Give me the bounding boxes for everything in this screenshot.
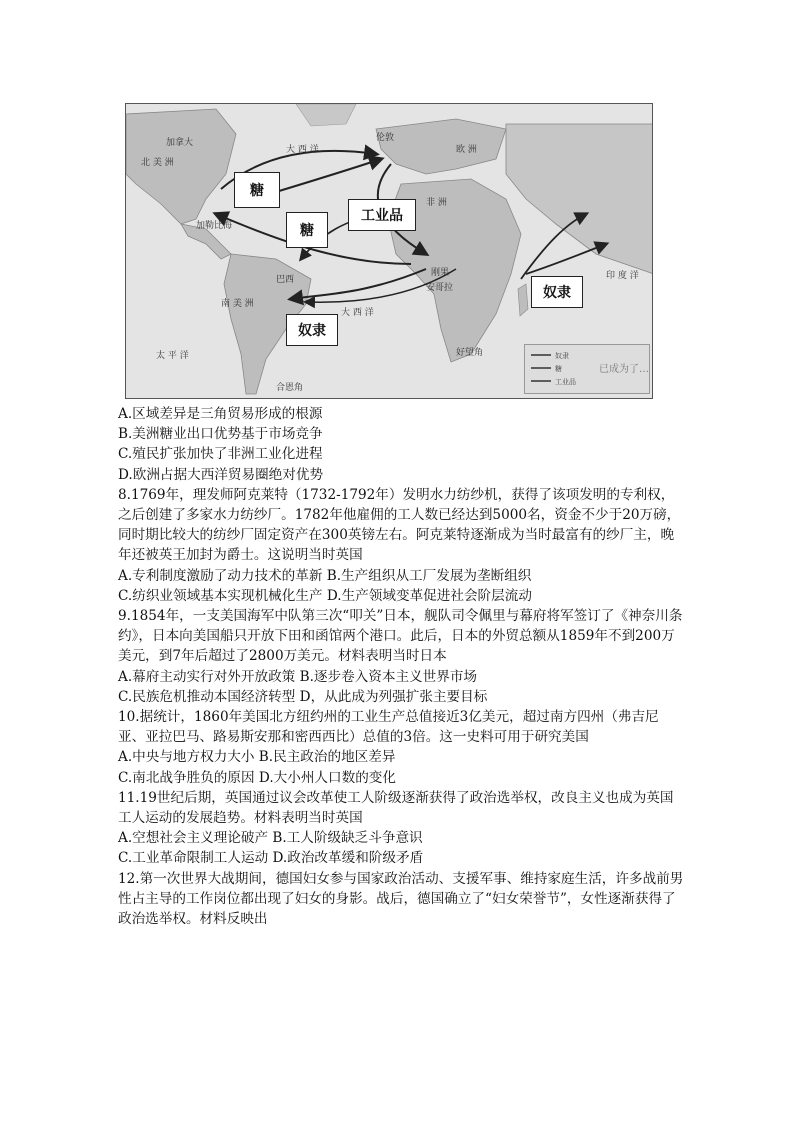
label-caribbean: 加勒比海 [196, 221, 233, 231]
q9-options-ab: A.幕府主动实行对外开放政策 B.逐步卷入资本主义世界市场 [118, 668, 478, 685]
q8-options-ab: A.专利制度激励了动力技术的革新 B.生产组织从工厂发展为垄断组织 [118, 567, 532, 584]
question-text [118, 404, 684, 929]
label-atlantic-south: 大 西 洋 [341, 308, 374, 318]
label-europe: 欧 洲 [456, 145, 477, 155]
legend-item-slaves: 奴隶 [555, 352, 569, 360]
legend-title: 已成为了… [599, 364, 649, 375]
label-angola: 安哥拉 [426, 283, 454, 293]
label-africa: 非 洲 [426, 198, 447, 208]
q11-options-ab: A.空想社会主义理论破产 B.工人阶级缺乏斗争意识 [118, 830, 423, 847]
q10-options-ab: A.中央与地方权力大小 B.民主政治的地区差异 [118, 749, 396, 766]
map-legend [524, 344, 650, 394]
label-pacific: 太 平 洋 [156, 351, 189, 361]
label-canada: 加拿大 [166, 138, 194, 148]
q7-option-b: B.美洲糖业出口优势基于市场竞争 [118, 426, 323, 443]
q8-options-cd: C.纺织业领域基本实现机械化生产 D.生产领域变革促进社会阶层流动 [118, 587, 532, 604]
label-indian-ocean: 印 度 洋 [606, 271, 639, 281]
q11-options-cd: C.工业革命限制工人运动 D.政治改革缓和阶级矛盾 [118, 850, 424, 867]
legend-item-sugar: 糖 [555, 365, 562, 373]
slaves-box-1: 奴隶 [286, 314, 338, 346]
legend-item-goods: 工业品 [555, 378, 576, 386]
q11-stem: 11.19世纪后期，英国通过议会改革使工人阶级逐渐获得了政治选举权，改良主义也成为英国工人运动的发展趋势。材料表明当时英国 [118, 789, 674, 827]
q7-option-a: A.区域差异是三角贸易形成的根源 [118, 406, 323, 422]
slaves-box-2: 奴隶 [531, 276, 583, 308]
q9-stem: 9.1854年，一支美国海军中队第三次“叩关”日本，舰队司令佩里与幕府将军签订了《神奈川条约》，日本向美国船只开放下田和函馆两个港口。此后，日本的外贸总额从1859年不到200万美元，到7年后超过了2800万美元。材料表明当时日本 [118, 608, 683, 665]
label-north-america: 北 美 洲 [141, 158, 174, 168]
q7-option-c: C.殖民扩张加快了非洲工业化进程 [118, 446, 323, 463]
q9-options-cd: C.民族危机推动本国经济转型 D，从此成为列强扩张主要目标 [118, 688, 488, 705]
label-brazil: 巴西 [276, 275, 295, 285]
label-good-hope: 好望角 [456, 348, 484, 358]
q7-option-d: D.欧洲占据大西洋贸易圈绝对优势 [118, 466, 324, 483]
label-congo: 刚果 [431, 268, 450, 278]
triangle-trade-map [125, 103, 653, 399]
sugar-box-1: 糖 [234, 172, 280, 208]
q10-options-cd: C.南北战争胜负的原因 D.大小州人口数的变化 [118, 769, 396, 786]
q10-stem: 10.据统计，1860年美国北方纽约州的工业生产总值接近3亿美元，超过南方四州（弗吉尼亚、亚拉巴马、路易斯安那和密西西比）总值的3倍。这一史料可用于研究美国 [118, 709, 659, 746]
q12-stem: 12.第一次世界大战期间，德国妇女参与国家政治活动、支援军事、维持家庭生活，许多战前男性占主导的工作岗位都出现了妇女的身影。战后，德国确立了“妇女荣誉节”，女性逐渐获得了政治选举权。材料反映出 [118, 870, 684, 928]
label-london: 伦敦 [376, 133, 395, 143]
label-south-america: 南 美 洲 [221, 299, 254, 309]
label-atlantic-north: 大 西 洋 [286, 145, 319, 155]
q8-stem: 8.1769年，理发师阿克莱特（1732-1792年）发明水力纺纱机，获得了该项发明的专利权，之后创建了多家水力纺纱厂。1782年他雇佣的工人数已经达到5000名，资金不少于20万磅，同时期比较大的纺纱厂固定资产在300英镑左右。阿克莱特逐渐成为当时最富有的纱厂主，晚年还被英王加封为爵士。这说明当时英国 [118, 486, 681, 564]
goods-box: 工业品 [348, 199, 416, 231]
label-cape-horn: 合恩角 [276, 383, 304, 393]
sugar-box-2: 糖 [286, 212, 328, 248]
